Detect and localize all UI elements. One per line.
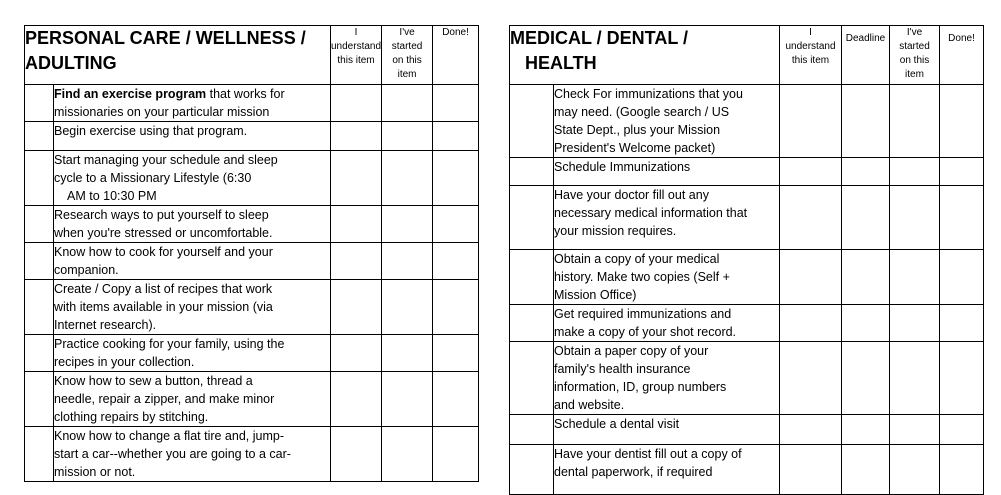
row-margin-cell <box>25 151 54 206</box>
checkbox-cell[interactable] <box>331 427 382 482</box>
checkbox-cell[interactable] <box>433 85 479 122</box>
row-margin-cell <box>25 122 54 151</box>
header-line: Done! <box>948 33 975 44</box>
checkbox-cell[interactable] <box>890 250 940 305</box>
task-line: Know how to sew a button, thread a <box>54 374 253 388</box>
task-line: Have your dentist fill out a copy of <box>554 447 742 461</box>
table-row <box>25 85 479 122</box>
header-line: this item <box>791 55 830 66</box>
row-margin-cell <box>510 415 554 445</box>
title-line: PERSONAL CARE / WELLNESS / <box>25 28 306 48</box>
checkbox-cell[interactable] <box>842 85 890 158</box>
task-line: Know how to cook for yourself and your <box>54 245 273 259</box>
task-cell <box>54 280 331 335</box>
task-emphasis: Find an exercise program <box>54 87 207 101</box>
task-line: make a copy of your shot record. <box>554 325 737 339</box>
checkbox-cell[interactable] <box>842 158 890 186</box>
task-line: Obtain a copy of your medical <box>554 252 720 266</box>
task-text: that works for <box>206 87 285 101</box>
row-margin-cell <box>25 372 54 427</box>
task-line: when you're stressed or uncomfortable. <box>54 226 273 240</box>
task-line: clothing repairs by stitching. <box>54 410 209 424</box>
col-header-deadline <box>842 26 890 85</box>
task-line: with items available in your mission (via <box>54 300 273 314</box>
task-line: and website. <box>554 398 625 412</box>
row-margin-cell <box>510 85 554 158</box>
task-cell <box>54 151 331 206</box>
checkbox-cell[interactable] <box>842 250 890 305</box>
task-cell <box>554 342 780 415</box>
checkbox-cell[interactable] <box>433 427 479 482</box>
checkbox-cell[interactable] <box>842 445 890 495</box>
task-cell <box>54 335 331 372</box>
table-row <box>25 122 479 151</box>
task-cell <box>54 427 331 482</box>
task-line: Schedule a dental visit <box>554 417 680 431</box>
task-line: Practice cooking for your family, using the <box>54 337 285 351</box>
table-row <box>510 445 984 495</box>
checkbox-cell[interactable] <box>433 243 479 280</box>
checkbox-cell[interactable] <box>890 85 940 158</box>
checkbox-cell[interactable] <box>331 243 382 280</box>
task-line: history. Make two copies (Self + <box>554 270 730 284</box>
row-margin-cell <box>510 250 554 305</box>
checkbox-cell[interactable] <box>940 186 984 250</box>
task-cell <box>554 250 780 305</box>
col-header-started <box>890 26 940 85</box>
medical-checklist <box>509 25 984 495</box>
checkbox-cell[interactable] <box>382 151 433 206</box>
table-row <box>25 280 479 335</box>
title-line: HEALTH <box>525 53 597 73</box>
header-line: this item <box>337 55 375 66</box>
checkbox-cell[interactable] <box>890 415 940 445</box>
col-header-understand <box>780 26 842 85</box>
table-row <box>510 305 984 342</box>
header-line: I <box>354 27 358 38</box>
checkbox-cell[interactable] <box>382 372 433 427</box>
checklist-body <box>510 85 984 495</box>
header-line: understand <box>785 41 836 52</box>
checkbox-cell[interactable] <box>382 206 433 243</box>
checkbox-cell[interactable] <box>780 250 842 305</box>
row-margin-cell <box>510 186 554 250</box>
section-title <box>510 26 780 85</box>
task-line: recipes in your collection. <box>54 355 195 369</box>
task-line: Create / Copy a list of recipes that work <box>54 282 273 296</box>
task-line: start a car--whether you are going to a car- <box>54 447 291 461</box>
table-row <box>25 151 479 206</box>
header-line: item <box>905 69 924 80</box>
header-line: understand <box>331 41 382 52</box>
checkbox-cell[interactable] <box>890 305 940 342</box>
checkbox-cell[interactable] <box>331 372 382 427</box>
task-line: dental paperwork, if required <box>554 465 713 479</box>
checkbox-cell[interactable] <box>331 335 382 372</box>
checkbox-cell[interactable] <box>382 427 433 482</box>
task-line: may need. (Google search / US <box>554 105 730 119</box>
checkbox-cell[interactable] <box>433 151 479 206</box>
checkbox-cell[interactable] <box>433 122 479 151</box>
checkbox-cell[interactable] <box>890 342 940 415</box>
header-line: I've <box>906 27 923 38</box>
task-line: missionaries on your particular mission <box>54 105 270 119</box>
task-line: Research ways to put yourself to sleep <box>54 208 269 222</box>
checkbox-cell[interactable] <box>433 280 479 335</box>
row-margin-cell <box>25 85 54 122</box>
col-header-started <box>382 26 433 85</box>
task-line: Start managing your schedule and sleep <box>54 153 278 167</box>
checkbox-cell[interactable] <box>433 335 479 372</box>
task-cell <box>54 206 331 243</box>
task-line: your mission requires. <box>554 224 677 238</box>
table-row <box>25 243 479 280</box>
task-line: State Dept., plus your Mission <box>554 123 721 137</box>
task-cell <box>54 122 331 151</box>
checkbox-cell[interactable] <box>382 85 433 122</box>
col-header-done <box>940 26 984 85</box>
header-row <box>510 26 984 85</box>
checkbox-cell[interactable] <box>780 415 842 445</box>
table-row <box>25 372 479 427</box>
row-margin-cell <box>25 243 54 280</box>
checkbox-cell[interactable] <box>940 305 984 342</box>
title-line: MEDICAL / DENTAL / <box>510 28 689 48</box>
checkbox-cell[interactable] <box>331 85 382 122</box>
task-cell <box>554 158 780 186</box>
checkbox-cell[interactable] <box>780 186 842 250</box>
task-line: Know how to change a flat tire and, jump- <box>54 429 284 443</box>
checkbox-cell[interactable] <box>382 280 433 335</box>
task-line: Schedule Immunizations <box>554 160 691 174</box>
checkbox-cell[interactable] <box>331 206 382 243</box>
task-line: Check For immunizations that you <box>554 87 743 101</box>
header-line: item <box>397 69 417 80</box>
table-row <box>510 158 984 186</box>
col-header-understand <box>331 26 382 85</box>
header-line: I've <box>399 27 415 38</box>
task-line: mission or not. <box>54 465 136 479</box>
checkbox-cell[interactable] <box>382 122 433 151</box>
table-row <box>25 206 479 243</box>
checkbox-cell[interactable] <box>940 445 984 495</box>
checkbox-cell[interactable] <box>433 372 479 427</box>
checkbox-cell[interactable] <box>780 445 842 495</box>
checkbox-cell[interactable] <box>331 151 382 206</box>
checkbox-cell[interactable] <box>890 186 940 250</box>
header-row <box>25 26 479 85</box>
table-row <box>510 342 984 415</box>
task-cell <box>554 305 780 342</box>
checkbox-cell[interactable] <box>842 342 890 415</box>
task-cell <box>54 372 331 427</box>
task-line: companion. <box>54 263 119 277</box>
checkbox-cell[interactable] <box>940 85 984 158</box>
task-cell <box>554 85 780 158</box>
row-margin-cell <box>25 206 54 243</box>
row-margin-cell <box>25 280 54 335</box>
checkbox-cell[interactable] <box>842 415 890 445</box>
table-row <box>25 427 479 482</box>
table-row <box>510 186 984 250</box>
checkbox-cell[interactable] <box>780 342 842 415</box>
checkbox-cell[interactable] <box>842 305 890 342</box>
task-line: family's health insurance <box>554 362 691 376</box>
checkbox-cell[interactable] <box>940 250 984 305</box>
row-margin-cell <box>25 427 54 482</box>
table-row <box>510 250 984 305</box>
header-line: started <box>899 41 930 52</box>
row-margin-cell <box>25 335 54 372</box>
checkbox-cell[interactable] <box>780 305 842 342</box>
checkbox-cell[interactable] <box>382 243 433 280</box>
header-line: on this <box>899 55 930 66</box>
checkbox-cell[interactable] <box>331 280 382 335</box>
header-line: Deadline <box>845 33 886 44</box>
checkbox-cell[interactable] <box>940 342 984 415</box>
task-line <box>54 85 330 103</box>
header-line: I <box>809 27 812 38</box>
header-line: Done! <box>442 27 469 38</box>
task-line: AM to 10:30 PM <box>67 189 157 203</box>
task-cell <box>54 243 331 280</box>
table-row <box>510 85 984 158</box>
table-row <box>510 415 984 445</box>
checkbox-cell[interactable] <box>940 158 984 186</box>
task-line: Internet research). <box>54 318 157 332</box>
task-cell <box>554 415 780 445</box>
personal-care-checklist <box>24 25 479 482</box>
checkbox-cell[interactable] <box>433 206 479 243</box>
task-line: President's Welcome packet) <box>554 141 716 155</box>
section-title <box>25 26 331 85</box>
task-line: Obtain a paper copy of your <box>554 344 709 358</box>
header-line: started <box>391 41 423 52</box>
table-row <box>25 335 479 372</box>
col-header-done <box>433 26 479 85</box>
checkbox-cell[interactable] <box>842 186 890 250</box>
checkbox-cell[interactable] <box>780 158 842 186</box>
task-line: cycle to a Missionary Lifestyle (6:30 <box>54 171 252 185</box>
task-line: Begin exercise using that program. <box>54 124 248 138</box>
task-line: Mission Office) <box>554 288 637 302</box>
task-line: Get required immunizations and <box>554 307 732 321</box>
checkbox-cell[interactable] <box>331 122 382 151</box>
checkbox-cell[interactable] <box>890 158 940 186</box>
task-line: information, ID, group numbers <box>554 380 727 394</box>
checkbox-cell[interactable] <box>940 415 984 445</box>
task-cell <box>554 445 780 495</box>
task-cell <box>554 186 780 250</box>
title-line: ADULTING <box>25 53 117 73</box>
row-margin-cell <box>510 305 554 342</box>
checkbox-cell[interactable] <box>382 335 433 372</box>
row-margin-cell <box>510 342 554 415</box>
checkbox-cell[interactable] <box>890 445 940 495</box>
task-cell <box>54 85 331 122</box>
row-margin-cell <box>510 158 554 186</box>
checklist-body <box>25 85 479 482</box>
row-margin-cell <box>510 445 554 495</box>
header-line: on this <box>392 55 422 66</box>
checkbox-cell[interactable] <box>780 85 842 158</box>
task-line: necessary medical information that <box>554 206 748 220</box>
task-line: Have your doctor fill out any <box>554 188 709 202</box>
task-line: needle, repair a zipper, and make minor <box>54 392 275 406</box>
